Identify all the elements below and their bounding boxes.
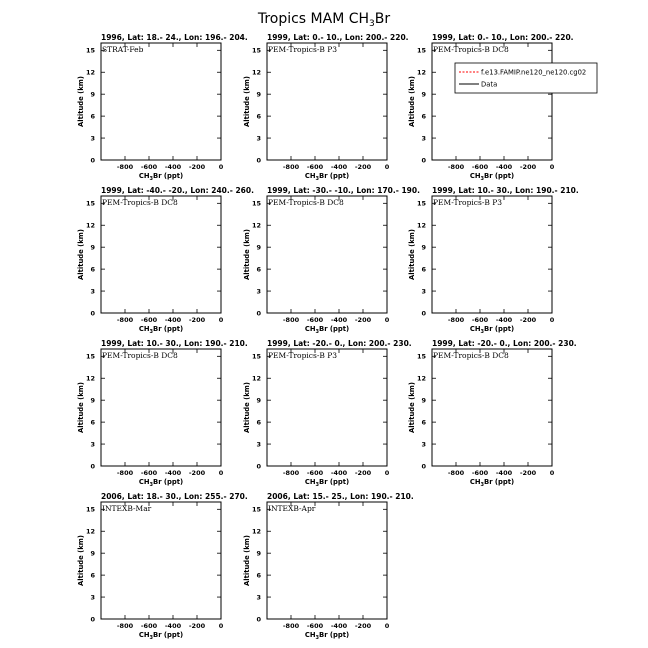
x-axis-label-tail: Br (ppt) [484, 478, 515, 486]
x-tick-label: -400 [330, 163, 348, 171]
x-tick-label: -800 [282, 163, 300, 171]
x-tick-label: -600 [140, 316, 158, 324]
plot-frame [432, 196, 552, 313]
y-tick-label: 3 [421, 287, 426, 296]
x-axis-label [139, 478, 183, 488]
panel-header: 1999, Lat: -20.- 0., Lon: 200.- 230. [267, 339, 412, 348]
plot-frame [267, 196, 387, 313]
x-tick-label: -600 [471, 469, 489, 477]
y-tick-label: 6 [90, 112, 95, 121]
x-axis-label-tail: Br (ppt) [153, 325, 184, 333]
y-tick-label: 12 [416, 374, 426, 383]
legend-label: f.e13.FAMIP.ne120_ne120.cg02 [481, 68, 587, 77]
plot-frame [267, 502, 387, 619]
y-tick-label: 15 [85, 46, 95, 55]
y-tick-label: 6 [256, 418, 261, 427]
y-tick-label: 15 [85, 505, 95, 514]
y-tick-label: 3 [90, 440, 95, 449]
x-tick-label: -800 [116, 163, 134, 171]
x-tick-label: 0 [218, 469, 224, 477]
y-tick-label: 0 [90, 462, 95, 471]
x-tick-label: -800 [116, 622, 134, 630]
panel-7 [77, 339, 248, 488]
x-tick-label: -800 [447, 163, 465, 171]
panel-2 [243, 33, 409, 182]
y-tick-label: 6 [90, 265, 95, 274]
x-tick-label: -800 [282, 316, 300, 324]
legend [455, 63, 597, 93]
y-tick-label: 0 [256, 615, 261, 624]
y-tick-label: 15 [416, 352, 426, 361]
x-tick-label: -200 [188, 622, 206, 630]
x-tick-label: 0 [384, 622, 390, 630]
y-tick-label: 6 [256, 265, 261, 274]
x-tick-label: 0 [218, 163, 224, 171]
x-axis-label-subscript: 3 [480, 176, 485, 182]
x-axis-label-tail: Br (ppt) [153, 631, 184, 639]
y-tick-label: 0 [90, 615, 95, 624]
x-axis-label [305, 478, 349, 488]
y-tick-label: 12 [85, 527, 95, 536]
y-tick-label: 0 [256, 309, 261, 318]
x-tick-label: -200 [188, 163, 206, 171]
panel-11 [243, 492, 414, 641]
x-tick-label: 0 [218, 622, 224, 630]
y-tick-label: 6 [421, 418, 426, 427]
y-tick-label: 6 [421, 112, 426, 121]
y-tick-label: 15 [251, 352, 261, 361]
x-tick-label: -200 [354, 163, 372, 171]
plot-frame [101, 502, 221, 619]
x-tick-label: -200 [354, 622, 372, 630]
x-tick-label: -600 [306, 316, 324, 324]
x-tick-label: -800 [116, 316, 134, 324]
x-axis-label-main: CH [304, 631, 316, 639]
x-tick-label: -600 [306, 622, 324, 630]
x-tick-label: -600 [306, 469, 324, 477]
plot-frame [432, 43, 552, 160]
campaign-label: INTEXB-Mar [102, 504, 152, 513]
panel-9 [408, 339, 577, 488]
x-tick-label: -400 [495, 163, 513, 171]
y-tick-label: 9 [90, 396, 95, 405]
x-axis-label-subscript: 3 [315, 176, 320, 182]
x-tick-label: -400 [164, 622, 182, 630]
y-tick-label: 0 [421, 309, 426, 318]
x-axis-label [305, 325, 349, 335]
y-tick-label: 12 [416, 221, 426, 230]
panel-header: 1999, Lat: 10.- 30., Lon: 190.- 210. [101, 339, 248, 348]
y-tick-label: 6 [421, 265, 426, 274]
x-axis-label [139, 172, 183, 182]
campaign-label: PEM-Tropics-B DC8 [102, 351, 178, 360]
y-tick-label: 12 [85, 68, 95, 77]
y-tick-label: 12 [85, 221, 95, 230]
x-axis-label-main: CH [469, 172, 481, 180]
x-axis-label [470, 172, 514, 182]
x-axis-label-subscript: 3 [149, 635, 154, 641]
x-axis-label-subscript: 3 [149, 329, 154, 335]
y-tick-label: 3 [421, 134, 426, 143]
x-axis-label-tail: Br (ppt) [153, 172, 184, 180]
plot-frame [432, 349, 552, 466]
x-axis-label-tail: Br (ppt) [484, 325, 515, 333]
x-tick-label: -600 [471, 163, 489, 171]
y-tick-label: 0 [256, 156, 261, 165]
y-tick-label: 9 [421, 396, 426, 405]
figure-title-subscript: 3 [369, 19, 375, 29]
y-tick-label: 15 [251, 505, 261, 514]
y-axis-label: Altitude (km) [77, 76, 85, 127]
campaign-label: INTEXB-Apr [268, 504, 316, 513]
y-axis-label: Altitude (km) [408, 76, 416, 127]
y-tick-label: 15 [85, 199, 95, 208]
x-axis-label-main: CH [138, 325, 150, 333]
x-axis-label [470, 478, 514, 488]
y-tick-label: 9 [256, 90, 261, 99]
x-axis-label [139, 325, 183, 335]
y-tick-label: 9 [90, 90, 95, 99]
x-tick-label: -800 [282, 622, 300, 630]
plot-frame [267, 349, 387, 466]
panel-grid [77, 33, 597, 641]
y-axis-label: Altitude (km) [243, 229, 251, 280]
y-tick-label: 15 [416, 199, 426, 208]
campaign-label: PEM-Tropics-B P3 [268, 45, 338, 54]
legend-label: Data [481, 80, 498, 89]
x-tick-label: -600 [471, 316, 489, 324]
x-tick-label: 0 [384, 163, 390, 171]
y-tick-label: 3 [256, 287, 261, 296]
panel-8 [243, 339, 412, 488]
panel-3 [408, 33, 597, 182]
campaign-label: PEM-Tropics-B DC8 [433, 45, 509, 54]
panel-header: 1999, Lat: 0.- 10., Lon: 200.- 220. [267, 33, 409, 42]
panel-header: 2006, Lat: 15.- 25., Lon: 190.- 210. [267, 492, 414, 501]
x-axis-label-subscript: 3 [315, 329, 320, 335]
panel-1 [77, 33, 248, 182]
x-axis-label-subscript: 3 [480, 482, 485, 488]
panel-header: 2006, Lat: 18.- 30., Lon: 255.- 270. [101, 492, 248, 501]
panel-header: 1999, Lat: 0.- 10., Lon: 200.- 220. [432, 33, 574, 42]
x-tick-label: -200 [354, 316, 372, 324]
panel-header: 1999, Lat: -20.- 0., Lon: 200.- 230. [432, 339, 577, 348]
x-tick-label: -600 [140, 163, 158, 171]
y-axis-label: Altitude (km) [243, 535, 251, 586]
y-axis-label: Altitude (km) [408, 229, 416, 280]
x-tick-label: -800 [447, 316, 465, 324]
x-axis-label-main: CH [138, 478, 150, 486]
panel-10 [77, 492, 248, 641]
panel-header: 1999, Lat: 10.- 30., Lon: 190.- 210. [432, 186, 579, 195]
campaign-label: PEM-Tropics-B DC8 [433, 351, 509, 360]
x-axis-label-main: CH [304, 325, 316, 333]
y-tick-label: 12 [251, 374, 261, 383]
x-axis-label [305, 631, 349, 641]
y-tick-label: 15 [251, 199, 261, 208]
x-tick-label: -200 [519, 163, 537, 171]
x-axis-label-tail: Br (ppt) [484, 172, 515, 180]
y-tick-label: 3 [256, 134, 261, 143]
y-tick-label: 3 [90, 593, 95, 602]
plot-frame [101, 43, 221, 160]
y-axis-label: Altitude (km) [408, 382, 416, 433]
x-tick-label: 0 [549, 469, 555, 477]
x-tick-label: 0 [549, 163, 555, 171]
y-axis-label: Altitude (km) [243, 76, 251, 127]
y-tick-label: 9 [421, 90, 426, 99]
y-tick-label: 15 [251, 46, 261, 55]
y-tick-label: 3 [90, 134, 95, 143]
x-tick-label: -400 [330, 622, 348, 630]
x-axis-label [305, 172, 349, 182]
campaign-label: PEM-Tropics-B DC8 [268, 198, 344, 207]
y-tick-label: 9 [90, 243, 95, 252]
plot-frame [267, 43, 387, 160]
y-tick-label: 12 [251, 221, 261, 230]
y-axis-label: Altitude (km) [77, 382, 85, 433]
y-tick-label: 9 [256, 396, 261, 405]
x-tick-label: -400 [164, 163, 182, 171]
plot-frame [101, 349, 221, 466]
panel-4 [77, 186, 254, 335]
y-tick-label: 3 [90, 287, 95, 296]
x-axis-label [470, 325, 514, 335]
x-axis-label-main: CH [138, 172, 150, 180]
figure-title [257, 11, 391, 29]
x-axis-label-main: CH [138, 631, 150, 639]
x-axis-label-main: CH [469, 478, 481, 486]
y-tick-label: 12 [416, 68, 426, 77]
y-tick-label: 0 [256, 462, 261, 471]
x-tick-label: -200 [519, 316, 537, 324]
x-tick-label: -600 [140, 469, 158, 477]
x-tick-label: -400 [495, 316, 513, 324]
x-axis-label [139, 631, 183, 641]
panel-5 [243, 186, 420, 335]
y-tick-label: 15 [416, 46, 426, 55]
x-axis-label-tail: Br (ppt) [153, 478, 184, 486]
x-axis-label-tail: Br (ppt) [319, 325, 350, 333]
x-tick-label: -400 [495, 469, 513, 477]
x-tick-label: -600 [306, 163, 324, 171]
y-axis-label: Altitude (km) [77, 535, 85, 586]
x-tick-label: -600 [140, 622, 158, 630]
panel-6 [408, 186, 579, 335]
x-tick-label: -800 [282, 469, 300, 477]
y-tick-label: 3 [256, 440, 261, 449]
panel-header: 1999, Lat: -30.- -10., Lon: 170.- 190. [267, 186, 420, 195]
x-axis-label-main: CH [469, 325, 481, 333]
y-tick-label: 9 [256, 243, 261, 252]
x-axis-label-subscript: 3 [480, 329, 485, 335]
plot-frame [101, 196, 221, 313]
y-tick-label: 6 [256, 112, 261, 121]
x-tick-label: -200 [188, 469, 206, 477]
x-tick-label: 0 [384, 316, 390, 324]
y-tick-label: 0 [421, 462, 426, 471]
x-tick-label: -800 [116, 469, 134, 477]
x-axis-label-main: CH [304, 172, 316, 180]
y-tick-label: 9 [256, 549, 261, 558]
y-tick-label: 0 [90, 309, 95, 318]
y-tick-label: 9 [421, 243, 426, 252]
x-tick-label: -200 [188, 316, 206, 324]
x-tick-label: -800 [447, 469, 465, 477]
x-tick-label: -200 [354, 469, 372, 477]
x-tick-label: -400 [164, 469, 182, 477]
y-tick-label: 15 [85, 352, 95, 361]
panel-header: 1999, Lat: -40.- -20., Lon: 240.- 260. [101, 186, 254, 195]
x-tick-label: 0 [218, 316, 224, 324]
y-tick-label: 9 [90, 549, 95, 558]
campaign-label: PEM-Tropics-B DC8 [102, 198, 178, 207]
y-tick-label: 6 [90, 418, 95, 427]
campaign-label: PEM-Tropics-B P3 [268, 351, 338, 360]
x-tick-label: -400 [330, 316, 348, 324]
y-tick-label: 12 [251, 527, 261, 536]
y-axis-label: Altitude (km) [77, 229, 85, 280]
y-axis-label: Altitude (km) [243, 382, 251, 433]
y-tick-label: 6 [256, 571, 261, 580]
x-tick-label: -400 [164, 316, 182, 324]
x-axis-label-tail: Br (ppt) [319, 172, 350, 180]
x-tick-label: -200 [519, 469, 537, 477]
y-tick-label: 12 [251, 68, 261, 77]
x-axis-label-subscript: 3 [315, 482, 320, 488]
x-tick-label: 0 [549, 316, 555, 324]
y-tick-label: 6 [90, 571, 95, 580]
campaign-label: PEM-Tropics-B P3 [433, 198, 503, 207]
campaign-label: STRAT-Feb [102, 45, 144, 54]
y-tick-label: 0 [90, 156, 95, 165]
y-tick-label: 3 [256, 593, 261, 602]
x-axis-label-main: CH [304, 478, 316, 486]
x-axis-label-subscript: 3 [149, 482, 154, 488]
x-axis-label-tail: Br (ppt) [319, 478, 350, 486]
x-tick-label: -400 [330, 469, 348, 477]
x-axis-label-subscript: 3 [315, 635, 320, 641]
panel-header: 1996, Lat: 18.- 24., Lon: 196.- 204. [101, 33, 248, 42]
figure-title-tail: Br [374, 11, 391, 27]
y-tick-label: 12 [85, 374, 95, 383]
x-tick-label: 0 [384, 469, 390, 477]
y-tick-label: 3 [421, 440, 426, 449]
x-axis-label-tail: Br (ppt) [319, 631, 350, 639]
x-axis-label-subscript: 3 [149, 176, 154, 182]
figure-title-main: Tropics MAM CH [257, 11, 370, 27]
y-tick-label: 0 [421, 156, 426, 165]
